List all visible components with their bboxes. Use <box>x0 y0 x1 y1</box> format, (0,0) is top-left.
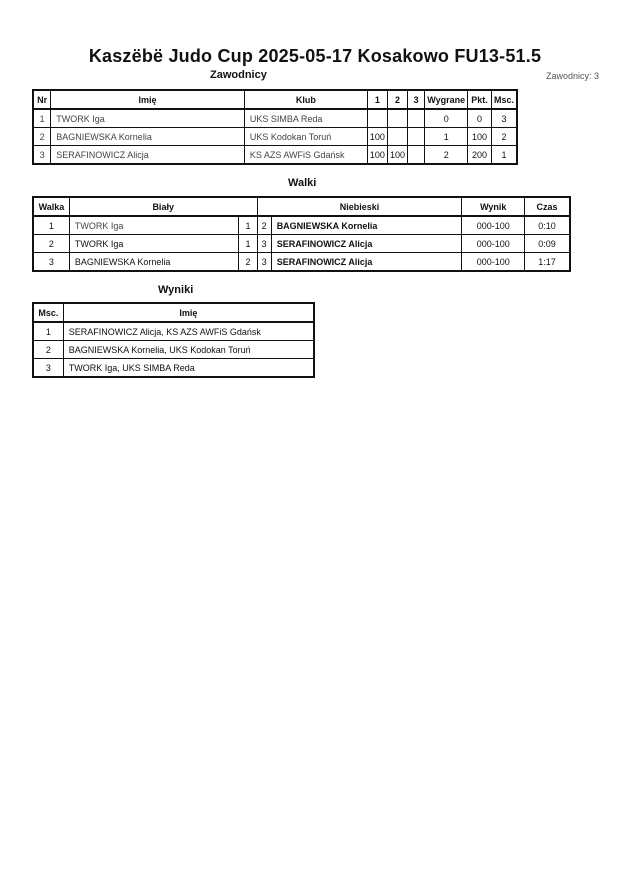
col-round-1: 1 <box>367 90 387 109</box>
competitor-nr: 1 <box>33 109 51 128</box>
wins: 0 <box>425 109 468 128</box>
competitors-count: Zawodnicy: 3 <box>545 71 599 81</box>
results-header-row <box>33 303 314 322</box>
round-3-score <box>407 128 424 146</box>
round-3-score <box>407 146 424 165</box>
round-2-score <box>387 128 407 146</box>
blue-competitor: BAGNIEWSKA Kornelia <box>271 216 462 235</box>
table-row <box>33 359 314 378</box>
blue-competitor: SERAFINOWICZ Alicja <box>271 253 462 272</box>
round-1-score <box>367 109 387 128</box>
competitor-club: UKS Kodokan Toruń <box>244 128 367 146</box>
place: 2 <box>491 128 517 146</box>
white-competitor: BAGNIEWSKA Kornelia <box>69 253 239 272</box>
competitor-name: SERAFINOWICZ Alicja <box>51 146 245 165</box>
blue-nr: 3 <box>257 235 271 253</box>
table-row <box>33 253 570 272</box>
white-nr: 1 <box>239 235 257 253</box>
competitors-section-title: Zawodnicy <box>210 69 267 81</box>
white-competitor: TWORK Iga <box>69 216 239 235</box>
result-name: TWORK Iga, UKS SIMBA Reda <box>63 359 314 378</box>
fight-result: 000-100 <box>462 216 525 235</box>
col-time: Czas <box>525 197 570 216</box>
col-name: Imię <box>51 90 245 109</box>
points: 200 <box>468 146 492 165</box>
round-1-score: 100 <box>367 128 387 146</box>
page-title: Kaszëbë Judo Cup 2025-05-17 Kosakowo FU13-51.5 <box>88 46 542 66</box>
col-wins: Wygrane <box>425 90 468 109</box>
result-place: 3 <box>33 359 63 378</box>
points: 100 <box>468 128 492 146</box>
col-place: Msc. <box>491 90 517 109</box>
competitor-nr: 2 <box>33 128 51 146</box>
white-nr: 1 <box>239 216 257 235</box>
blue-nr: 3 <box>257 253 271 272</box>
white-nr: 2 <box>239 253 257 272</box>
competitor-name: BAGNIEWSKA Kornelia <box>51 128 245 146</box>
competitor-club: KS AZS AWFiS Gdańsk <box>244 146 367 165</box>
competitors-header-row <box>33 90 517 109</box>
fight-time: 0:10 <box>525 216 570 235</box>
results-section-title: Wyniki <box>158 284 194 296</box>
fight-time: 0:09 <box>525 235 570 253</box>
col-club: Klub <box>244 90 367 109</box>
table-row <box>33 109 517 128</box>
blue-competitor: SERAFINOWICZ Alicja <box>271 235 462 253</box>
result-name: BAGNIEWSKA Kornelia, UKS Kodokan Toruń <box>63 341 314 359</box>
result-place: 1 <box>33 322 63 341</box>
fights-section-title: Walki <box>288 177 317 189</box>
col-name: Imię <box>63 303 314 322</box>
round-2-score <box>387 109 407 128</box>
table-row <box>33 128 517 146</box>
col-fight-no: Walka <box>33 197 69 216</box>
col-white: Biały <box>69 197 257 216</box>
table-row <box>33 322 314 341</box>
competitor-club: UKS SIMBA Reda <box>244 109 367 128</box>
col-points: Pkt. <box>468 90 492 109</box>
table-row <box>33 235 570 253</box>
competitors-table <box>32 89 518 165</box>
round-1-score: 100 <box>367 146 387 165</box>
col-round-2: 2 <box>387 90 407 109</box>
fight-time: 1:17 <box>525 253 570 272</box>
white-competitor: TWORK Iga <box>69 235 239 253</box>
fight-result: 000-100 <box>462 235 525 253</box>
round-2-score: 100 <box>387 146 407 165</box>
col-round-3: 3 <box>407 90 424 109</box>
result-name: SERAFINOWICZ Alicja, KS AZS AWFiS Gdańsk <box>63 322 314 341</box>
table-row <box>33 146 517 165</box>
fights-table <box>32 196 571 272</box>
fight-no: 2 <box>33 235 69 253</box>
table-row <box>33 341 314 359</box>
round-3-score <box>407 109 424 128</box>
points: 0 <box>468 109 492 128</box>
col-result: Wynik <box>462 197 525 216</box>
place: 1 <box>491 146 517 165</box>
wins: 1 <box>425 128 468 146</box>
col-blue: Niebieski <box>257 197 462 216</box>
col-nr: Nr <box>33 90 51 109</box>
competitor-nr: 3 <box>33 146 51 165</box>
fights-header-row <box>33 197 570 216</box>
col-place: Msc. <box>33 303 63 322</box>
table-row <box>33 216 570 235</box>
fight-no: 3 <box>33 253 69 272</box>
results-table <box>32 302 315 378</box>
place: 3 <box>491 109 517 128</box>
wins: 2 <box>425 146 468 165</box>
fight-result: 000-100 <box>462 253 525 272</box>
result-place: 2 <box>33 341 63 359</box>
blue-nr: 2 <box>257 216 271 235</box>
competitor-name: TWORK Iga <box>51 109 245 128</box>
fight-no: 1 <box>33 216 69 235</box>
